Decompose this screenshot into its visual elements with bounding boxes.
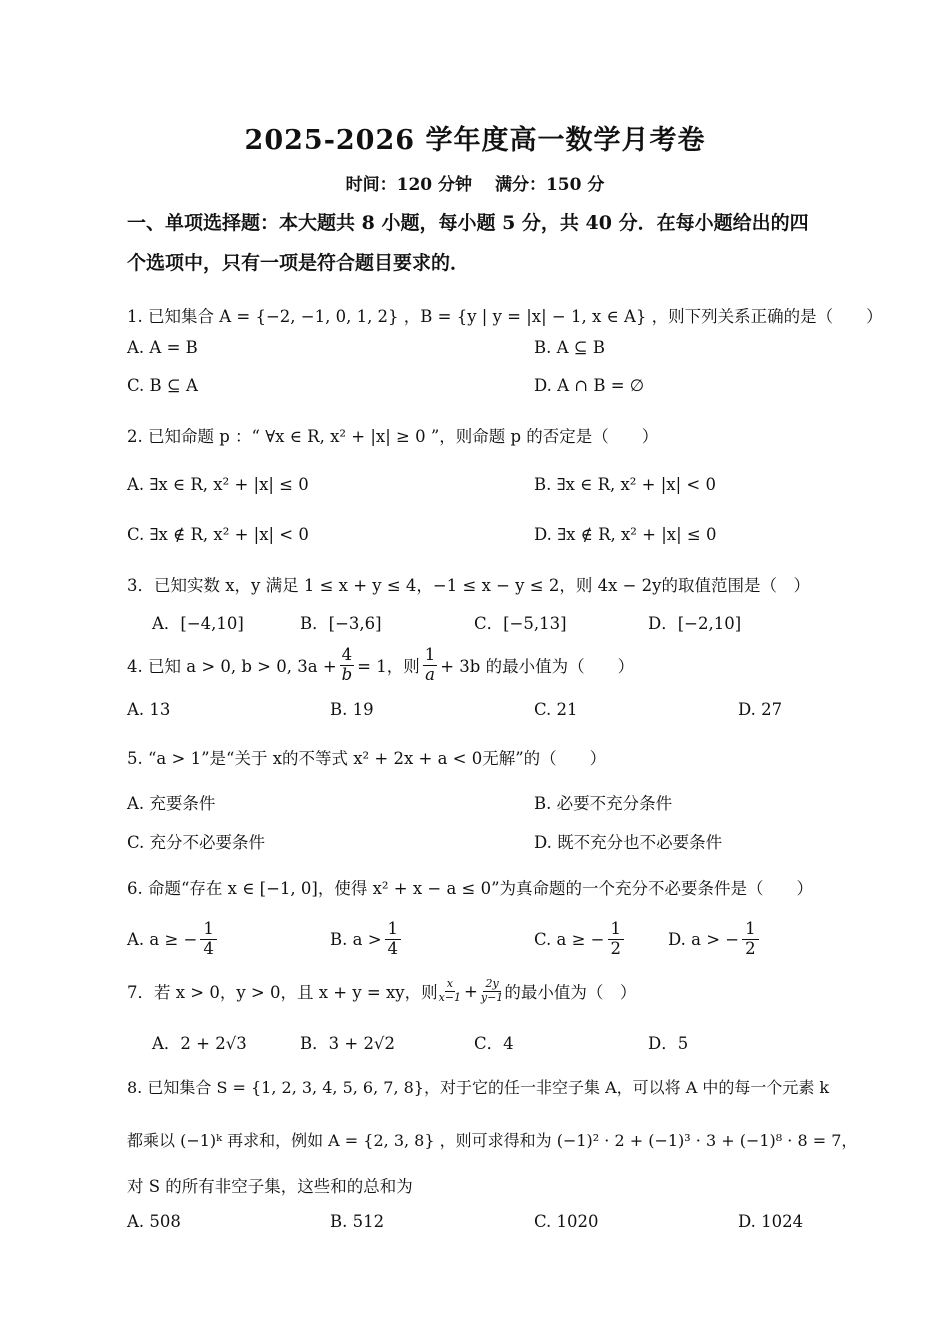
- option-fraction: [200, 920, 217, 959]
- exam-title: 2025-2026 学年度高一数学月考卷: [244, 125, 706, 156]
- question-3-option-c: C．[−5,13]: [474, 614, 567, 633]
- question-4-option-d: D. 27: [738, 700, 783, 719]
- question-4-option-b: B. 19: [330, 700, 374, 719]
- question-3-stem: 3．已知实数 x，y 满足 1 ≤ x + y ≤ 4，−1 ≤ x − y ≤ 2，则 4x − 2y的取值范围是（ ）: [127, 576, 811, 595]
- fraction-1-over-a: [423, 646, 438, 683]
- option-fraction: [608, 920, 625, 959]
- fraction-numerator: 2y: [485, 977, 499, 991]
- fraction-numerator: 1: [385, 920, 402, 940]
- question-2-option-d: D. ∃x ∉ R, x² + |x| ≤ 0: [534, 525, 717, 544]
- question-4-stem-part1: 4. 已知 a > 0, b > 0, 3a +: [127, 657, 337, 676]
- section-heading-line2: 个选项中，只有一项是符合题目要求的．: [127, 252, 470, 274]
- question-6-option-c: [534, 914, 624, 964]
- question-1-stem: 1. 已知集合 A = {−2, −1, 0, 1, 2} ，B = {y | y = |x| − 1, x ∈ A} ，则下列关系正确的是（ ）: [127, 307, 883, 326]
- question-2-option-a: A. ∃x ∈ R, x² + |x| ≤ 0: [127, 475, 309, 494]
- question-4-stem-part3: + 3b 的最小值为（ ）: [440, 657, 635, 676]
- question-6-option-b: [330, 914, 401, 964]
- fraction-denominator: a: [425, 664, 435, 684]
- question-8-option-a: A. 508: [127, 1212, 181, 1231]
- question-8-stem-line2: 都乘以 (−1)ᵏ 再求和，例如 A = {2, 3, 8} ，则可求得和为 (−1)² · 2 + (−1)³ · 3 + (−1)⁸ · 8 = 7，: [127, 1131, 858, 1150]
- question-1-option-d: D. A ∩ B = ∅: [534, 376, 645, 395]
- fraction-denominator: 4: [203, 938, 214, 958]
- fraction-numerator: x: [446, 977, 453, 991]
- fraction-2y-over-y-minus-1: [481, 978, 503, 1003]
- section-heading-line1: 一、单项选择题：本大题共 8 小题，每小题 5 分，共 40 分．在每小题给出的四: [127, 212, 809, 234]
- option-fraction: [385, 920, 402, 959]
- question-8-stem-line1: 8. 已知集合 S = {1, 2, 3, 4, 5, 6, 7, 8}，对于它的任一非空子集 A，可以将 A 中的每一个元素 k: [127, 1078, 830, 1097]
- question-2-option-c: C. ∃x ∉ R, x² + |x| < 0: [127, 525, 309, 544]
- question-7-stem: [127, 972, 636, 1010]
- fraction-numerator: 4: [341, 645, 353, 665]
- fraction-denominator: 4: [387, 938, 399, 958]
- question-7-stem-part2: 的最小值为（ ）: [504, 983, 637, 1002]
- question-4-option-c: C. 21: [534, 700, 578, 719]
- question-7-option-d: D．5: [648, 1034, 689, 1053]
- question-1-option-b: B. A ⊆ B: [534, 338, 605, 357]
- question-7-option-b: B．3 + 2√2: [300, 1034, 395, 1053]
- fraction-numerator: 1: [608, 920, 625, 940]
- question-3-option-a: A．[−4,10]: [152, 614, 244, 633]
- question-7-option-c: C．4: [474, 1034, 514, 1053]
- fraction-denominator: 2: [610, 938, 622, 958]
- option-label: B. a >: [330, 929, 382, 949]
- fraction-numerator: 1: [200, 920, 217, 940]
- question-5-option-c: C. 充分不必要条件: [127, 833, 266, 852]
- exam-subtitle: 时间：120 分钟 满分：150 分: [345, 175, 605, 195]
- question-4-stem-part2: = 1，则: [357, 657, 420, 676]
- question-4-option-a: A. 13: [127, 700, 171, 719]
- fraction-4-over-b: [340, 646, 355, 683]
- question-8-option-b: B. 512: [330, 1212, 385, 1231]
- question-8-option-d: D. 1024: [738, 1212, 804, 1231]
- question-7-option-a: A．2 + 2√3: [152, 1034, 247, 1053]
- fraction-denominator: y−1: [480, 990, 504, 1004]
- question-4-stem: [127, 640, 634, 690]
- question-5-option-d: D. 既不充分也不必要条件: [534, 833, 723, 852]
- question-2-option-b: B. ∃x ∈ R, x² + |x| < 0: [534, 475, 716, 494]
- question-6-option-a: [127, 914, 217, 964]
- option-label: A. a ≥ −: [127, 929, 198, 949]
- question-7-stem-part1: 7．若 x > 0，y > 0，且 x + y = xy，则: [127, 983, 438, 1002]
- question-5-option-b: B. 必要不充分条件: [534, 794, 673, 813]
- fraction-denominator: x−1: [438, 990, 462, 1004]
- question-5-stem: 5. “a > 1”是“关于 x的不等式 x² + 2x + a < 0无解”的（ ）: [127, 749, 607, 768]
- question-2-stem: 2. 已知命题 p ：“ ∀x ∈ R, x² + |x| ≥ 0 ”，则命题 p 的否定是（ ）: [127, 427, 659, 446]
- fraction-numerator: 1: [424, 645, 436, 665]
- question-3-option-d: D．[−2,10]: [648, 614, 742, 633]
- fraction-x-over-x-minus-1: [439, 978, 461, 1003]
- question-6-option-d: [668, 914, 759, 964]
- option-fraction: [742, 920, 759, 959]
- question-8-option-c: C. 1020: [534, 1212, 599, 1231]
- question-3-option-b: B．[−3,6]: [300, 614, 382, 633]
- option-label: D. a > −: [668, 929, 740, 949]
- fraction-denominator: 2: [745, 938, 756, 958]
- question-1-option-c: C. B ⊆ A: [127, 376, 198, 395]
- fraction-numerator: 1: [742, 920, 759, 940]
- plus-sign: +: [464, 981, 478, 1001]
- question-8-stem-line3: 对 S 的所有非空子集，这些和的总和为: [127, 1177, 413, 1196]
- option-label: C. a ≥ −: [534, 929, 605, 949]
- fraction-denominator: b: [341, 664, 353, 684]
- question-1-option-a: A. A = B: [127, 338, 198, 357]
- question-5-option-a: A. 充要条件: [127, 794, 216, 813]
- question-6-stem: 6. 命题“存在 x ∈ [−1, 0]，使得 x² + x − a ≤ 0”为真命题的一个充分不必要条件是（ ）: [127, 879, 814, 898]
